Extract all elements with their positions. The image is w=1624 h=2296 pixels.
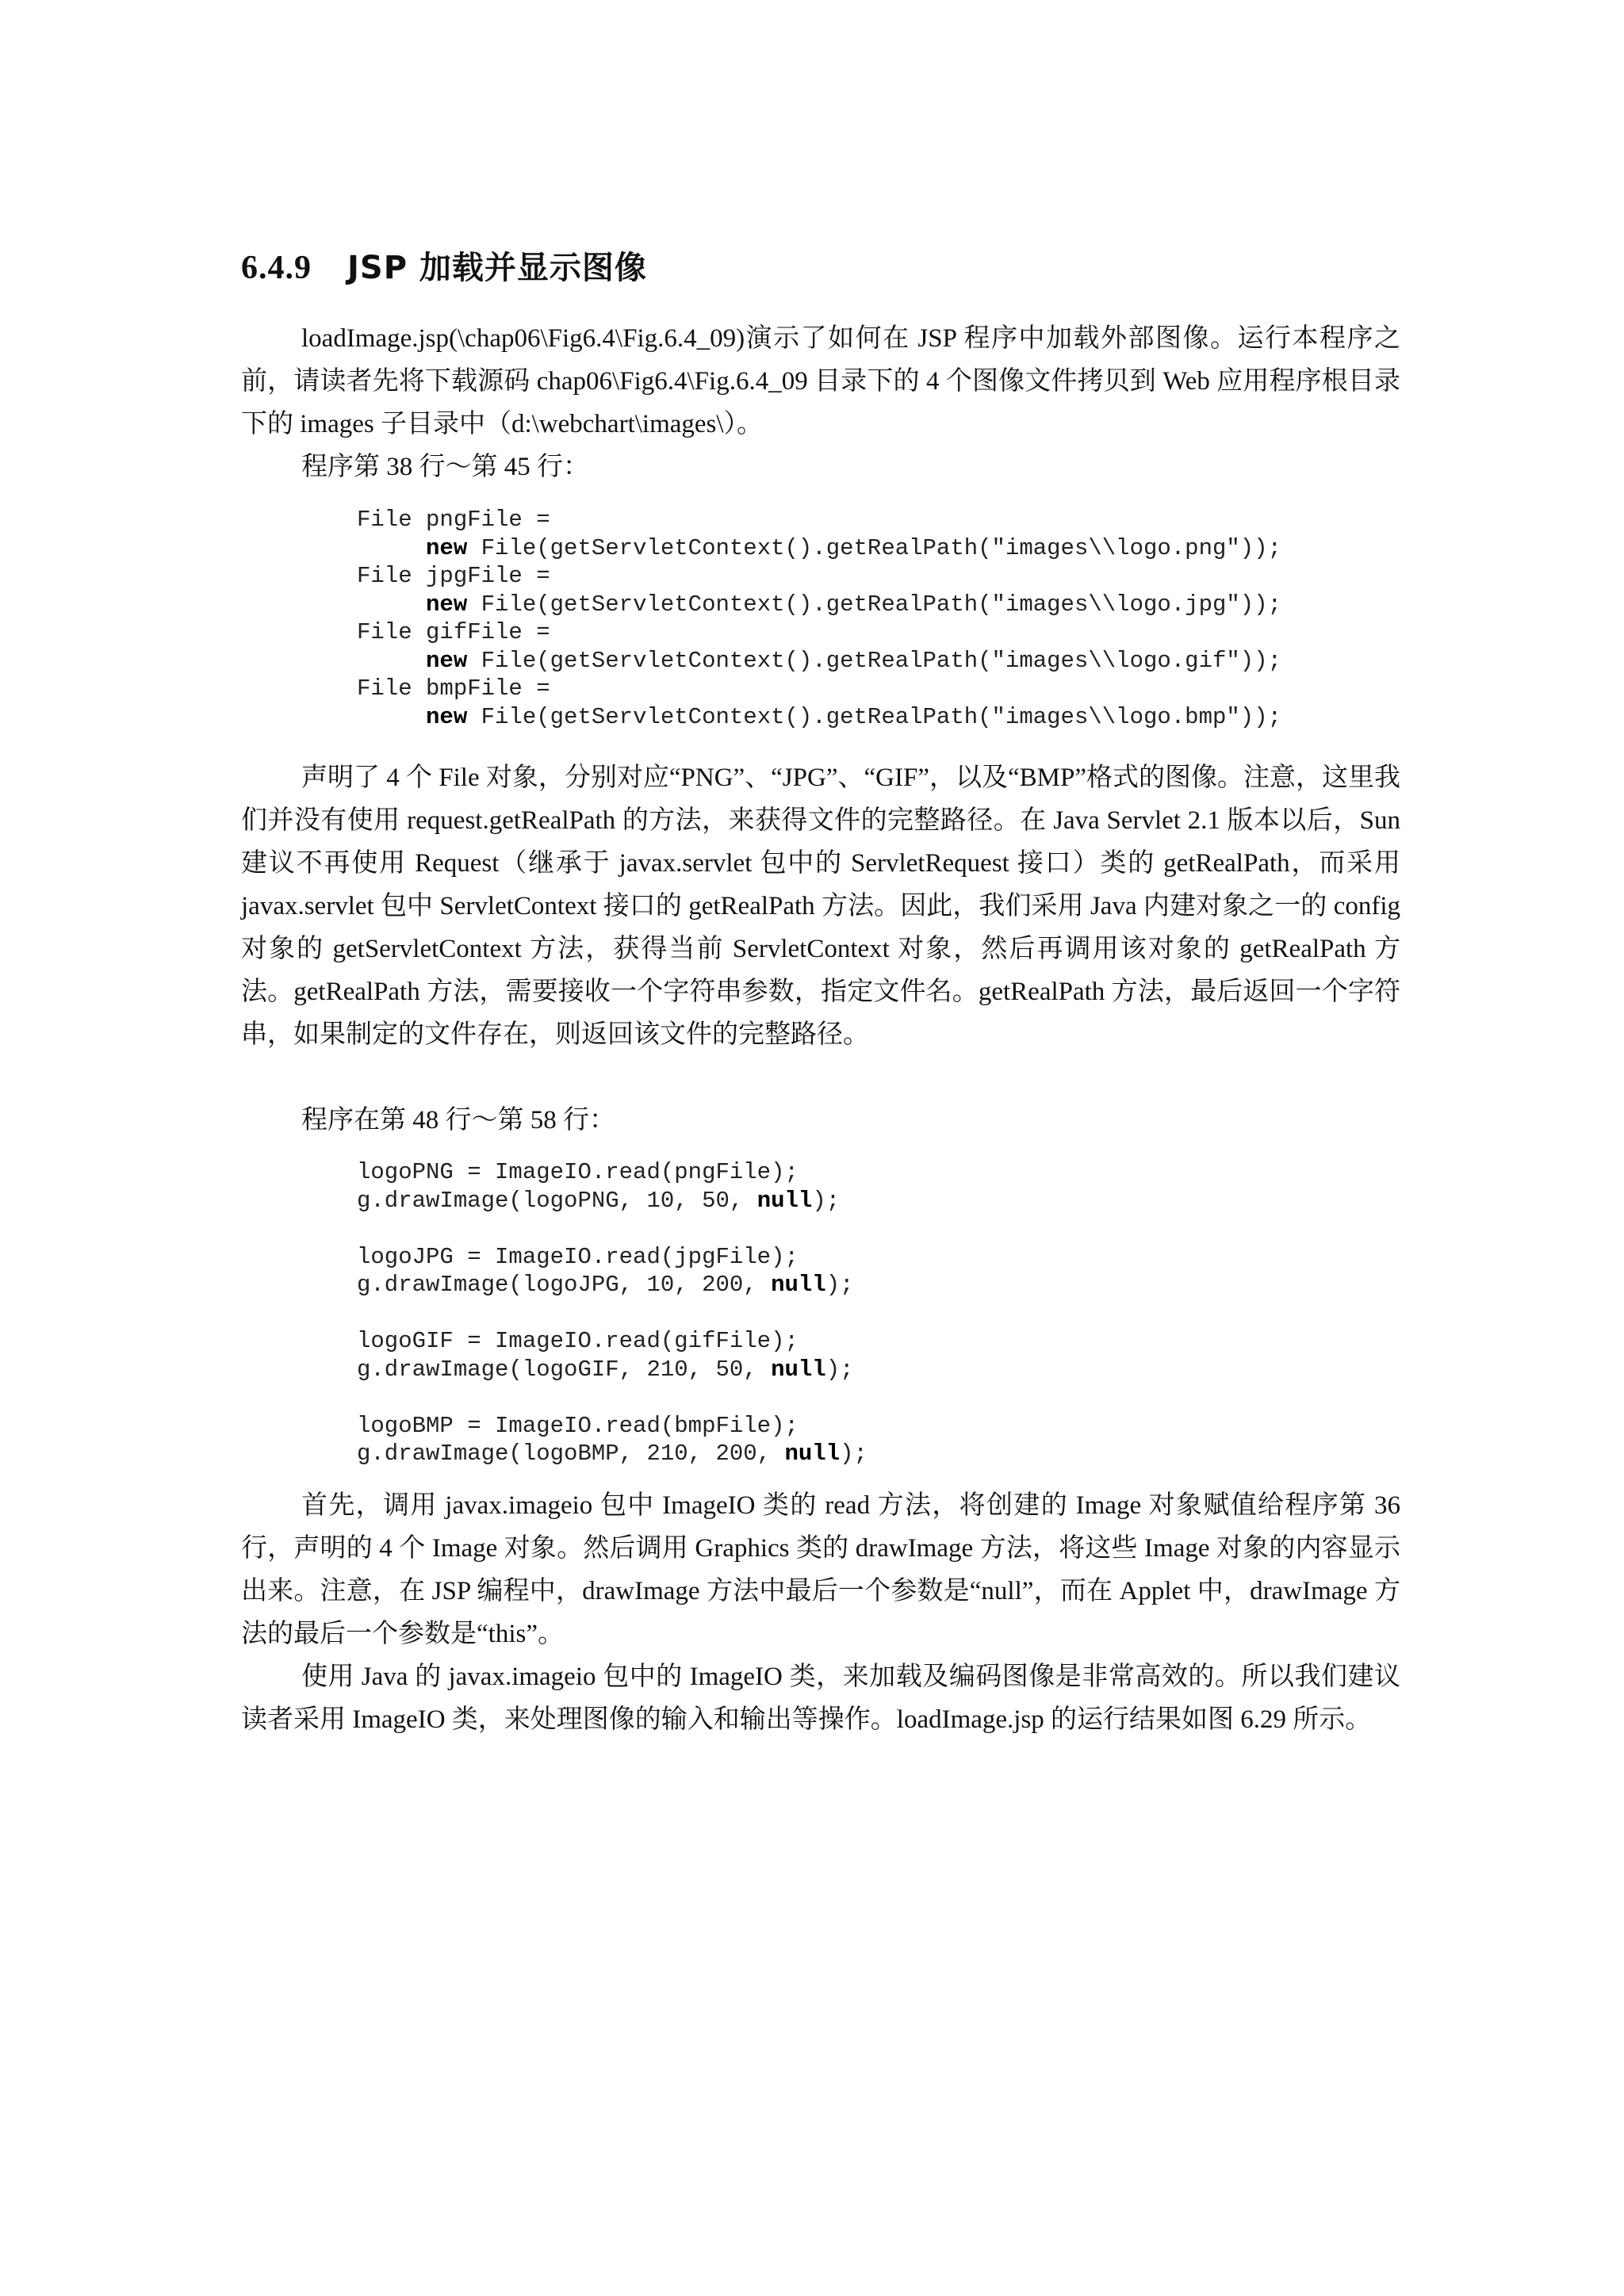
code-blank-line [357,1215,868,1243]
code-text: File(getServletContext().getRealPath("images\\logo.bmp")); [467,703,1282,730]
code-blank-line [357,1383,868,1412]
code-text: File jpgFile = [357,563,550,589]
explanation-paragraph-2: 首先，调用 javax.imageio 包中 ImageIO 类的 read 方法，将创建的 Image 对象赋值给程序第 36 行，声明的 4 个 Image 对象。然后调用 Graphics 类的 drawImage 方法，将这些 Image 对象的内容显示出来。注意，在 JSP 编程中，drawImage 方法中最后一个参数是“null”，而在 Applet 中，drawImage 方法的最后一个参数是“this”。 [241,1491,1400,1648]
section-title: JSP 加载并显示图像 [347,250,647,286]
code-text: ); [825,1272,854,1298]
code-text: ); [840,1441,868,1467]
explanation-paragraph-3: 使用 Java 的 javax.imageio 包中的 ImageIO 类，来加载及编码图像是非常高效的。所以我们建议读者采用 ImageIO 类，来处理图像的输入和输出等操作。loadImage.jsp 的运行结果如图 6.29 所示。 [241,1663,1400,1734]
section-number: 6.4.9 [241,250,312,286]
code-line [357,534,1281,563]
code-line [357,618,1281,647]
code-keyword: new [426,647,468,674]
code-line [357,506,1281,534]
code-block-file-declarations [357,506,1281,731]
code-line [357,1271,868,1299]
code-text: g.drawImage(logoGIF, 210, 50, [357,1356,772,1383]
lines-reference-1: 程序第 38 行～第 45 行： [301,453,589,481]
code-text: File(getServletContext().getRealPath("images\\logo.png")); [467,534,1282,561]
code-blank-line [357,1299,868,1328]
code-line [357,647,1281,675]
code-block-image-read [357,1158,868,1468]
code-text: File(getServletContext().getRealPath("images\\logo.gif")); [467,647,1282,674]
explanation-paragraph-1: 声明了 4 个 File 对象，分别对应“PNG”、“JPG”、“GIF”，以及“BMP”格式的图像。注意，这里我们并没有使用 request.getRealPath 的方法，来获得文件的完整路径。在 Java Servlet 2.1 版本以后，Sun 建议不再使用 Request（继承于 javax.servlet 包中的 ServletRequest 接口）类的 getRealPath，而采用 javax.servlet 包中 ServletContext 接口的 getRealPath 方法。因此，我们采用 Java 内建对象之一的 config 对象的 getServletContext 方法，获得当前 ServletContext 对象，然后再调用该对象的 getRealPath 方法。getRealPath 方法，需要接收一个字符串参数，指定文件名。getRealPath 方法，最后返回一个字符串，如果制定的文件存在，则返回该文件的完整路径。 [241,763,1400,1049]
code-text: ); [812,1187,841,1214]
code-line: logoPNG = ImageIO.read(pngFile); [357,1159,799,1185]
code-text: ); [825,1356,854,1383]
code-keyword: null [756,1187,813,1214]
code-line [357,562,1281,591]
code-keyword: new [426,591,468,618]
code-text: g.drawImage(logoBMP, 210, 200, [357,1441,785,1467]
code-text: g.drawImage(logoJPG, 10, 200, [357,1272,772,1298]
code-text: File pngFile = [357,507,550,533]
code-line: logoGIF = ImageIO.read(gifFile); [357,1328,799,1354]
code-line [357,591,1281,619]
code-keyword: new [426,703,468,730]
code-line [357,1356,868,1384]
code-line [357,1187,868,1215]
code-text: File bmpFile = [357,675,550,702]
intro-paragraph: loadImage.jsp(\chap06\Fig6.4\Fig.6.4_09)演示了如何在 JSP 程序中加载外部图像。运行本程序之前，请读者先将下载源码 chap06\Fig6.4\Fig.6.4_09 目录下的 4 个图像文件拷贝到 Web 应用程序根目录下的 images 子目录中（d:\webchart\images\）。 [241,324,1400,438]
code-line [357,1440,868,1468]
code-keyword: new [426,534,468,561]
code-line [357,703,1281,732]
section-heading [241,243,647,288]
code-line: logoBMP = ImageIO.read(bmpFile); [357,1412,799,1439]
code-line [357,675,1281,703]
code-line: logoJPG = ImageIO.read(jpgFile); [357,1243,799,1270]
code-text: g.drawImage(logoPNG, 10, 50, [357,1187,757,1214]
code-keyword: null [771,1356,826,1383]
code-keyword: null [784,1441,841,1467]
code-keyword: null [771,1272,826,1298]
code-text: File gifFile = [357,619,550,645]
code-text: File(getServletContext().getRealPath("images\\logo.jpg")); [467,591,1282,618]
lines-reference-2: 程序在第 48 行～第 58 行： [301,1106,615,1135]
